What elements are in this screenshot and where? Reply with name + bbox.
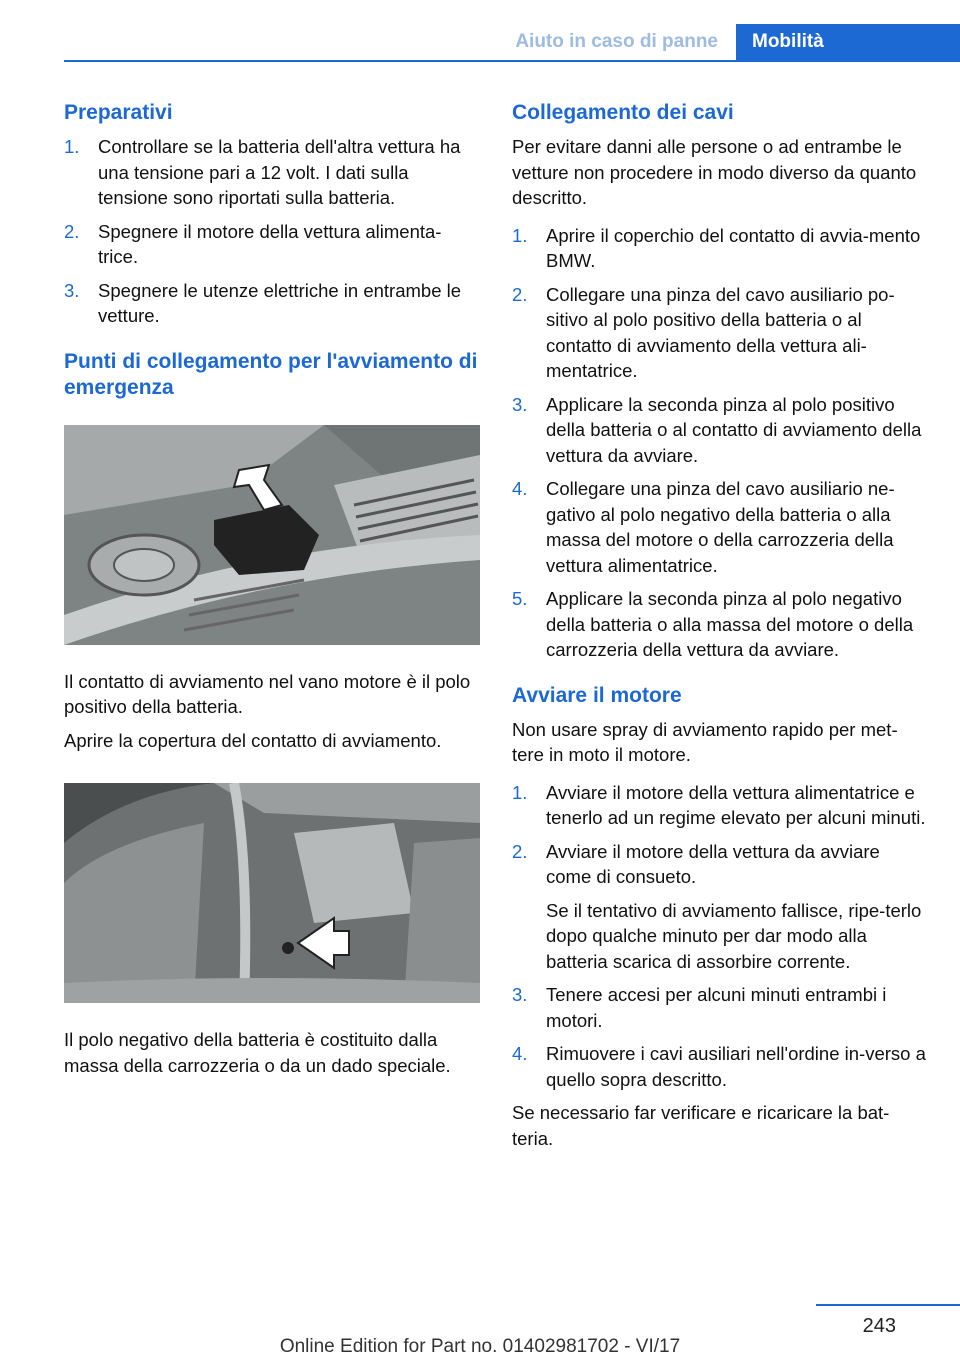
left-column	[64, 100, 480, 1078]
section-title-preparativi: Preparativi	[64, 101, 173, 124]
caption-open-cover: Aprire la copertura del contatto di avviamento.	[64, 729, 442, 751]
step-text: Controllare se la batteria dell'altra vettura ha una tensione pari a 12 volt. I dati sulla tensione sono riportati sulla batteria.	[98, 136, 461, 208]
list-item	[512, 392, 928, 469]
step-text: Spegnere le utenze elettriche in entrambe le vetture.	[98, 279, 462, 326]
caption-negative-terminal: Il polo negativo della batteria è costituito dalla massa della carrozzeria o da un dado speciale.	[64, 1029, 451, 1076]
engine-bay-positive-terminal-figure	[64, 425, 480, 645]
step-text: Rimuovere i cavi ausiliari nell'ordine in‐verso a quello sopra descritto.	[546, 1043, 926, 1090]
intro-paragraph: Per evitare danni alle persone o ad entrambe le vetture non procedere in modo diverso da quanto descritto.	[512, 136, 917, 208]
step-number: 4.	[512, 1043, 528, 1064]
list-item	[512, 282, 928, 384]
list-item	[512, 780, 928, 831]
step-number: 3.	[512, 393, 528, 415]
step-text: Spegnere il motore della vettura alimenta‐trice.	[98, 220, 442, 267]
list-item	[64, 278, 480, 329]
list-item	[512, 586, 928, 663]
list-item	[512, 223, 928, 274]
cable-steps-list	[512, 223, 928, 663]
list-item	[512, 1041, 928, 1092]
step-number: 4.	[512, 478, 528, 499]
header-rule	[64, 60, 960, 62]
step-number: 5.	[512, 588, 528, 609]
list-item	[512, 982, 928, 1033]
step-text: Applicare la seconda pinza al polo positivo della batteria o al contatto di avviamento della vettura da avviare.	[546, 393, 922, 466]
step-text: Aprire il coperchio del contatto di avvia‐mento BMW.	[546, 224, 921, 271]
step-text: Collegare una pinza del cavo ausiliario po‐sitivo al polo positivo della batteria o al contatto di avviamento della vettura ali‐mentatrice.	[546, 283, 895, 381]
step-number: 2.	[512, 840, 528, 862]
step-subtext: Se il tentativo di avviamento fallisce, ripe‐terlo dopo qualche minuto per dar modo alla batteria scarica di assorbire corrente.	[546, 899, 922, 972]
step-number: 1.	[512, 781, 528, 803]
right-column	[512, 100, 928, 1151]
section-title-connecting-cables: Collegamento dei cavi	[512, 101, 734, 124]
outro-paragraph: Se necessario far verificare e ricaricare la bat‐teria.	[512, 1102, 890, 1149]
step-text: Applicare la seconda pinza al polo negativo della batteria o alla massa del motore o della carrozzeria della vettura da avviare.	[546, 588, 914, 660]
step-number: 3.	[64, 279, 80, 301]
caption-positive-terminal: Il contatto di avviamento nel vano motore è il polo positivo della batteria.	[64, 670, 471, 717]
step-number: 3.	[512, 984, 528, 1005]
step-number: 1.	[64, 136, 80, 157]
start-steps-list	[512, 780, 928, 1093]
footer-edition: Online Edition for Part no. 01402981702 - VI/17	[279, 1336, 681, 1357]
engine-bay-negative-terminal-figure	[64, 783, 480, 1003]
step-text: Avviare il motore della vettura da avviare come di consueto.	[546, 840, 880, 887]
footer-rule	[816, 1304, 960, 1306]
section-title-connection-points: Punti di collegamento per l'avviamento di emergenza	[64, 349, 478, 399]
start-intro-paragraph: Non usare spray di avviamento rapido per met‐tere in moto il motore.	[512, 718, 898, 765]
list-item	[64, 219, 480, 270]
step-text: Tenere accesi per alcuni minuti entrambi i motori.	[546, 984, 887, 1031]
page-number: 243	[862, 1315, 896, 1337]
step-number: 2.	[512, 283, 528, 305]
step-number: 2.	[64, 220, 80, 242]
list-item	[64, 134, 480, 211]
list-item	[512, 839, 928, 975]
list-item	[512, 476, 928, 578]
header-section-tab[interactable]: Aiuto in caso di panne	[515, 31, 718, 52]
step-number: 1.	[512, 224, 528, 246]
prep-steps-list	[64, 134, 480, 329]
section-title-start-engine: Avviare il motore	[512, 683, 682, 707]
header-chapter-tab[interactable]: Mobilità	[736, 24, 960, 60]
step-text: Collegare una pinza del cavo ausiliario ne‐gativo al polo negativo della batteria o alla massa del motore o della carrozzeria della vettura alimentatrice.	[546, 478, 895, 576]
step-text: Avviare il motore della vettura alimentatrice e tenerlo ad un regime elevato per alcuni minuti.	[546, 781, 926, 828]
